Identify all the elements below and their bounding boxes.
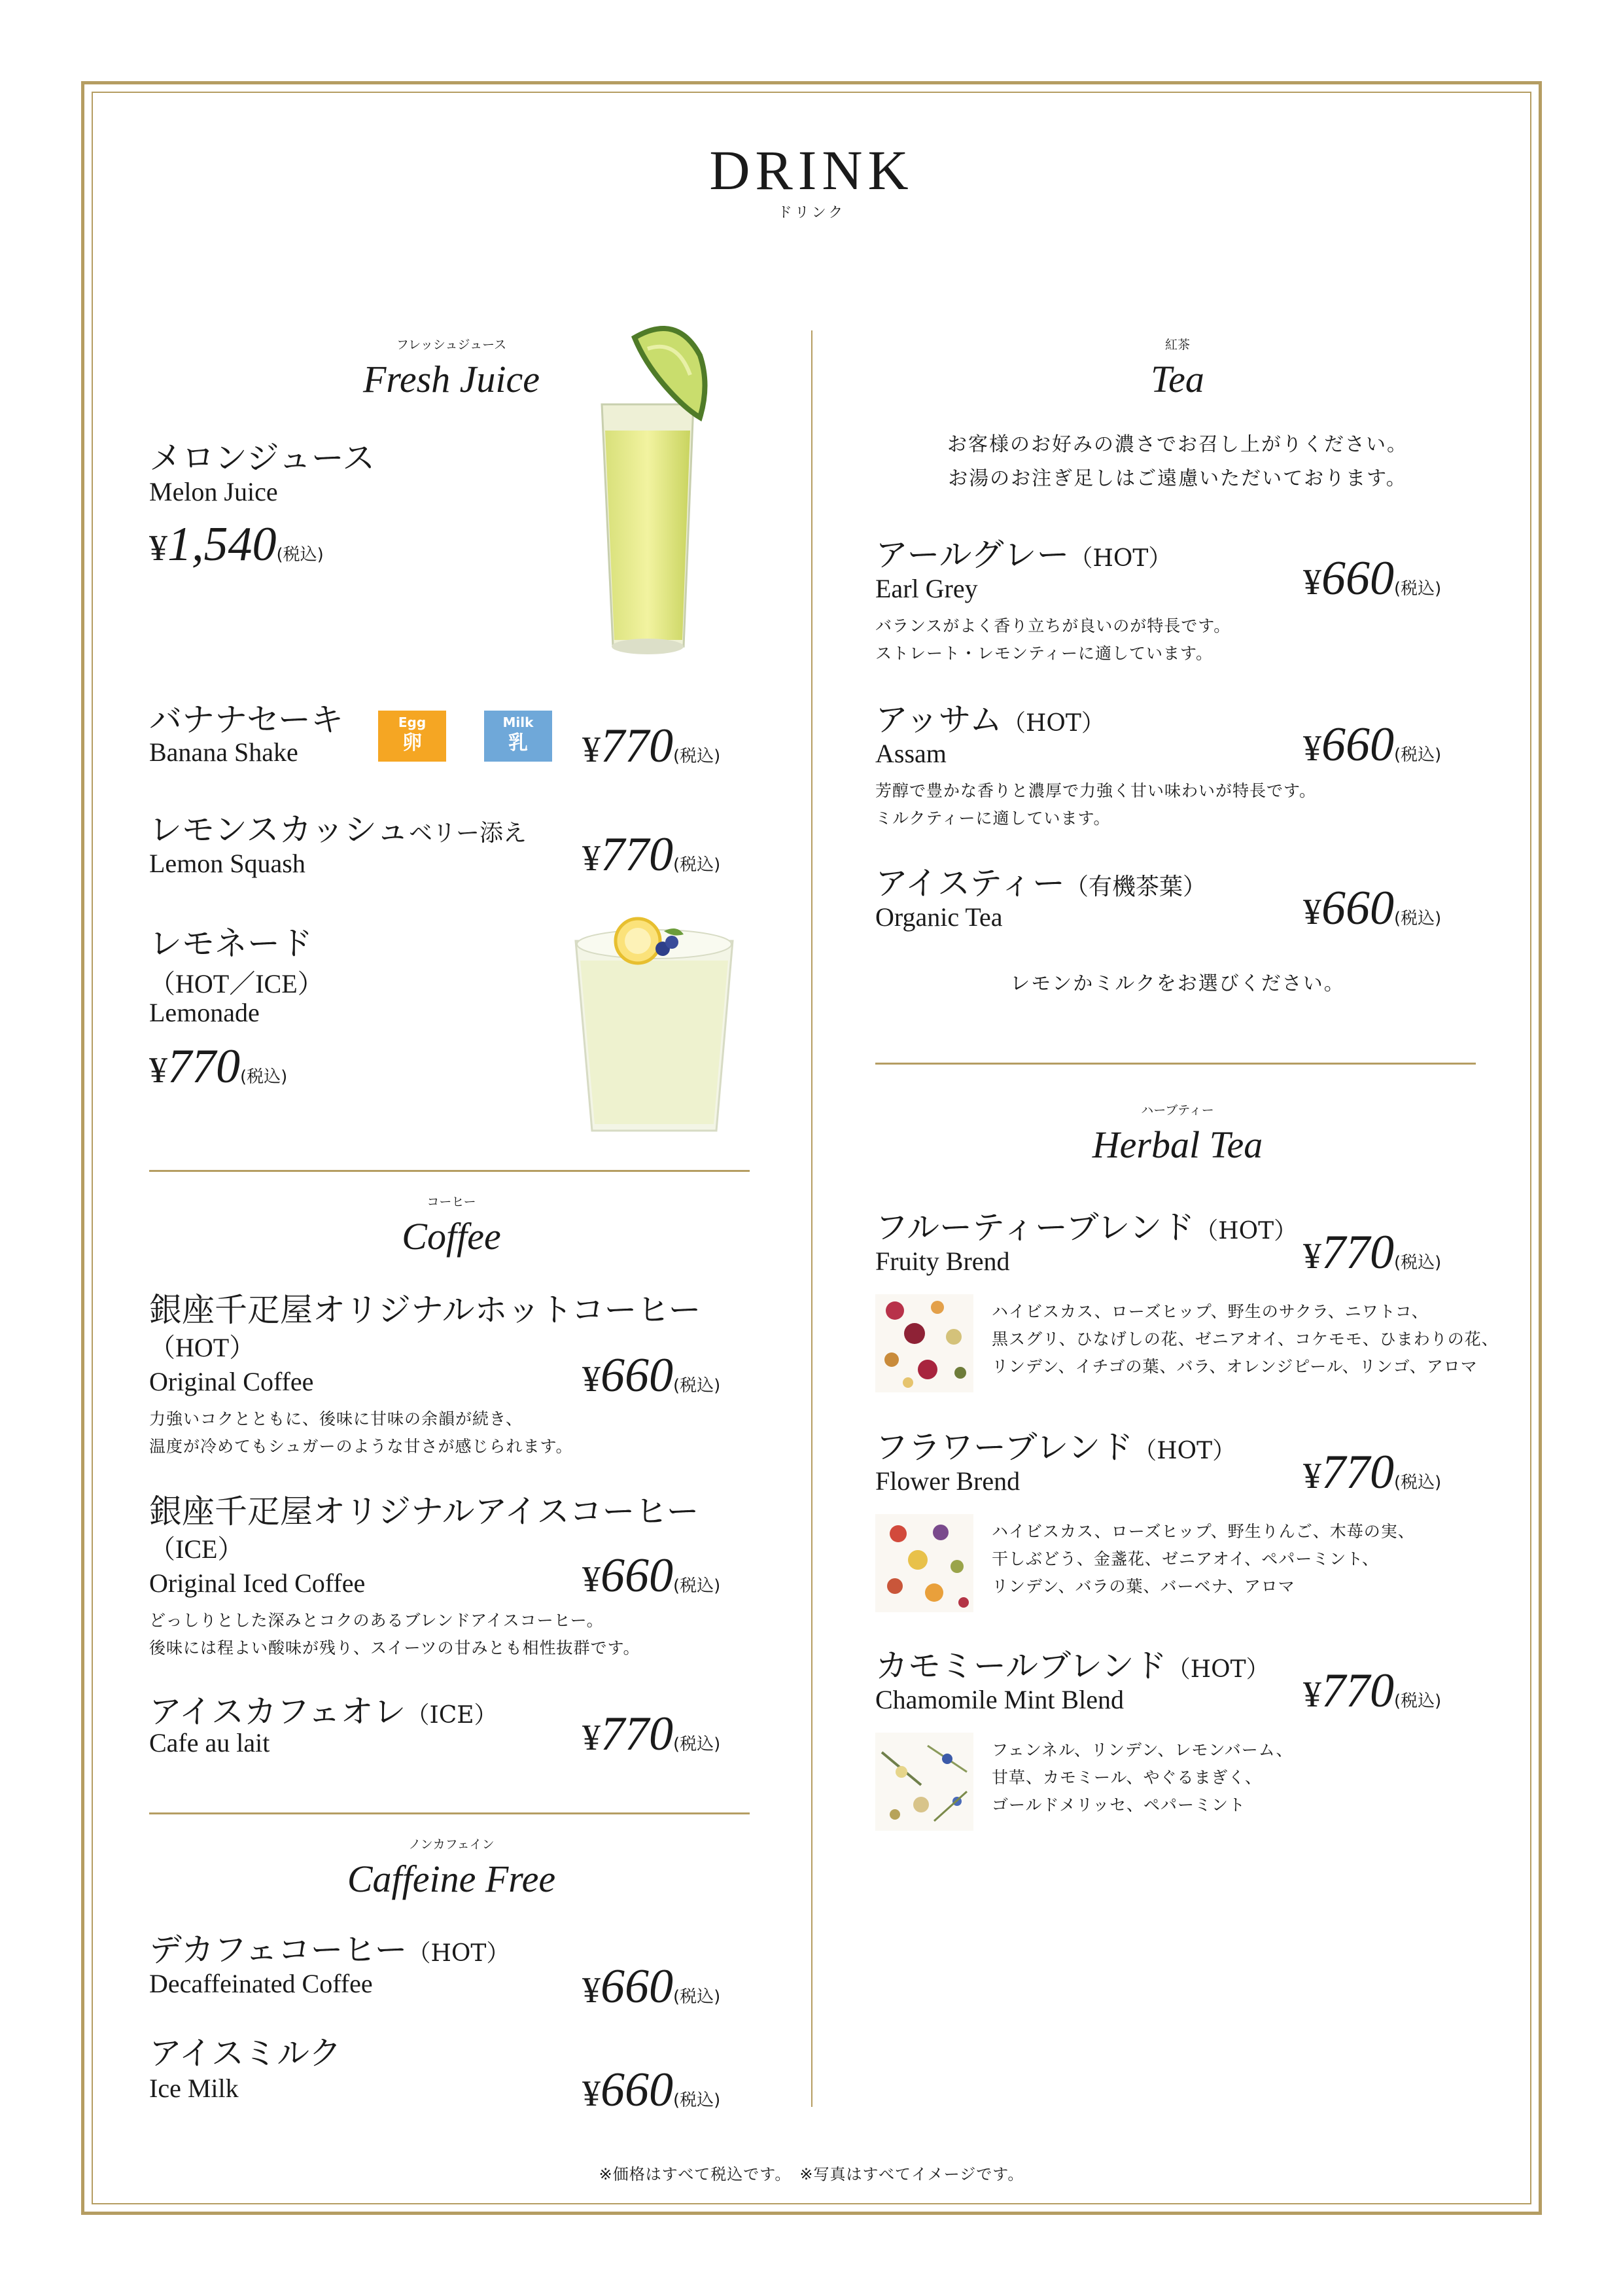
coffee-title: Coffee: [402, 1215, 501, 1258]
herbal-tea-kana: ハーブティー: [1141, 1103, 1214, 1118]
flower-blend-ingredients: ハイビスカス、ローズヒップ、野生りんご、木苺の実、 干しぶどう、金盞花、ゼニアオイ、ペパーミント、 リンデン、バラの葉、バーベナ、アロマ: [992, 1522, 1415, 1596]
ice-milk-price: ¥660(税込): [582, 2063, 721, 2117]
flower-blend-herbs-photo: [875, 1514, 973, 1612]
iced-coffee-name-jp: 銀座千疋屋オリジナルアイスコーヒー: [149, 1492, 699, 1530]
flower-blend-suffix: （HOT）: [1133, 1438, 1236, 1464]
section-divider-herbal-tea: [875, 1063, 1476, 1065]
fresh-juice-kana: フレッシュジュース: [396, 338, 507, 352]
tea-intro: お客様のお好みの濃さでお召し上がりください。 お湯のお注ぎ足しはご遠慮いただいております。: [947, 433, 1408, 490]
iced-coffee-name-en: Original Iced Coffee: [149, 1568, 366, 1598]
iced-coffee-price: ¥660(税込): [582, 1549, 721, 1602]
lemon-or-milk-note: レモンかミルクをお選びください。: [1010, 972, 1345, 995]
section-divider-coffee: [149, 1170, 750, 1172]
melon-juice-photo: [585, 313, 736, 666]
column-divider: [811, 330, 812, 2107]
earl-grey-suffix: （HOT）: [1069, 545, 1172, 572]
tea-title: Tea: [1151, 358, 1204, 400]
hot-coffee-name-en: Original Coffee: [149, 1367, 314, 1396]
chamomile-blend-name-jp: カモミールブレンド（HOT）: [875, 1647, 1270, 1685]
caffeine-free-kana: ノンカフェイン: [408, 1837, 495, 1852]
fruity-blend-ingredients: ハイビスカス、ローズヒップ、野生のサクラ、ニワトコ、 黒スグリ、ひなげしの花、ゼニアオイ、コケモモ、ひまわりの花、 リンデン、イチゴの葉、バラ、オレンジピール、リンゴ、アロマ: [992, 1302, 1499, 1376]
flower-blend-name-jp: フラワーブレンド（HOT）: [875, 1428, 1236, 1466]
cafe-au-lait-price: ¥770(税込): [582, 1707, 721, 1761]
decaf-coffee-name-jp: デカフェコーヒー（HOT）: [149, 1931, 510, 1969]
cafe-au-lait-suffix: （ICE）: [406, 1702, 498, 1729]
earl-grey-name-jp: アールグレー（HOT）: [875, 536, 1172, 574]
iced-coffee-description: どっしりとした深みとコクのあるブレンドアイスコーヒー。 後味には程よい酸味が残り、スイーツの甘みとも相性抜群です。: [149, 1611, 640, 1657]
lemonade-photo: [566, 915, 742, 1144]
milk-allergen-badge: Milk 乳: [484, 711, 552, 762]
hot-coffee-price: ¥660(税込): [582, 1349, 721, 1402]
tea-kana: 紅茶: [1164, 338, 1190, 352]
lemonade-name-en: Lemonade: [149, 998, 260, 1027]
chamomile-blend-ingredients: フェンネル、リンデン、レモンバーム、 甘草、カモミール、やぐるまぎく、 ゴールドメリッセ、ペパーミント: [992, 1740, 1293, 1814]
earl-grey-name-en: Earl Grey: [875, 574, 978, 603]
page-subtitle: ドリンク: [777, 205, 846, 221]
flower-blend-price: ¥770(税込): [1303, 1445, 1442, 1499]
fruity-blend-price: ¥770(税込): [1303, 1226, 1442, 1279]
melon-juice-name-jp: メロンジュース: [149, 439, 375, 477]
fruity-blend-herbs-photo: [875, 1294, 973, 1392]
assam-description: 芳醇で豊かな香りと濃厚で力強く甘い味わいが特長です。 ミルクティーに適しています。: [875, 781, 1317, 828]
section-divider-caffeine-free: [149, 1812, 750, 1814]
chamomile-blend-price: ¥770(税込): [1303, 1664, 1442, 1718]
cafe-au-lait-name-en: Cafe au lait: [149, 1728, 270, 1757]
lemon-squash-suffix: ベリー添え: [409, 820, 527, 847]
banana-shake-name-jp: バナナセーキ: [149, 701, 343, 739]
lemon-squash-name-en: Lemon Squash: [149, 849, 305, 878]
iced-tea-suffix: （有機茶葉）: [1065, 874, 1207, 900]
banana-shake-name-en: Banana Shake: [149, 737, 298, 767]
assam-suffix: （HOT）: [1002, 710, 1105, 737]
decaf-coffee-suffix: （HOT）: [407, 1940, 510, 1967]
earl-grey-description: バランスがよく香り立ちが良いのが特長です。 ストレート・レモンティーに適しています。: [875, 616, 1231, 663]
hot-coffee-description: 力強いコクとともに、後味に甘味の余韻が続き、 温度が冷めてもシュガーのような甘さが感じられます。: [149, 1409, 573, 1456]
lemon-squash-name-jp: レモンスカッシュベリー添え: [149, 811, 527, 849]
footnote: ※価格はすべて税込です。 ※写真はすべてイメージです。: [599, 2165, 1024, 2183]
assam-name-en: Assam: [875, 739, 947, 768]
chamomile-blend-name-en: Chamomile Mint Blend: [875, 1685, 1124, 1714]
iced-tea-price: ¥660(税込): [1303, 881, 1442, 935]
lemonade-hot-ice: （HOT／ICE）: [149, 969, 324, 998]
assam-name-jp: アッサム（HOT）: [875, 701, 1105, 739]
fruity-blend-name-jp: フルーティーブレンド（HOT）: [875, 1209, 1298, 1246]
melon-juice-name-en: Melon Juice: [149, 477, 278, 506]
iced-tea-name-jp: アイスティー（有機茶葉）: [875, 864, 1207, 902]
decaf-coffee-price: ¥660(税込): [582, 1960, 721, 2013]
banana-shake-price: ¥770(税込): [582, 719, 721, 773]
coffee-kana: コーヒー: [427, 1195, 476, 1209]
ice-milk-name-en: Ice Milk: [149, 2074, 239, 2103]
earl-grey-price: ¥660(税込): [1303, 552, 1442, 605]
iced-coffee-ice: （ICE）: [149, 1534, 244, 1564]
fruity-blend-name-en: Fruity Brend: [875, 1246, 1010, 1276]
fresh-juice-title: Fresh Juice: [362, 358, 540, 400]
hot-coffee-name-jp: 銀座千疋屋オリジナルホットコーヒー: [149, 1291, 701, 1329]
fruity-blend-suffix: （HOT）: [1195, 1218, 1298, 1245]
cafe-au-lait-name-jp: アイスカフェオレ（ICE）: [149, 1693, 498, 1731]
decaf-coffee-name-en: Decaffeinated Coffee: [149, 1969, 373, 1998]
melon-juice-price: ¥1,540(税込): [149, 518, 324, 571]
iced-tea-name-en: Organic Tea: [875, 902, 1003, 932]
lemonade-name-jp: レモネード: [149, 925, 313, 963]
page-title: DRINK: [709, 139, 914, 202]
ice-milk-name-jp: アイスミルク: [149, 2034, 341, 2072]
caffeine-free-title: Caffeine Free: [347, 1858, 556, 1900]
flower-blend-name-en: Flower Brend: [875, 1466, 1021, 1496]
lemonade-price: ¥770(税込): [149, 1040, 288, 1093]
chamomile-blend-suffix: （HOT）: [1166, 1656, 1270, 1683]
herbal-tea-title: Herbal Tea: [1092, 1123, 1263, 1166]
lemon-squash-price: ¥770(税込): [582, 828, 721, 881]
hot-coffee-hot: （HOT）: [149, 1333, 256, 1362]
egg-allergen-badge: Egg 卵: [378, 711, 446, 762]
chamomile-blend-herbs-photo: [875, 1733, 973, 1831]
assam-price: ¥660(税込): [1303, 718, 1442, 771]
